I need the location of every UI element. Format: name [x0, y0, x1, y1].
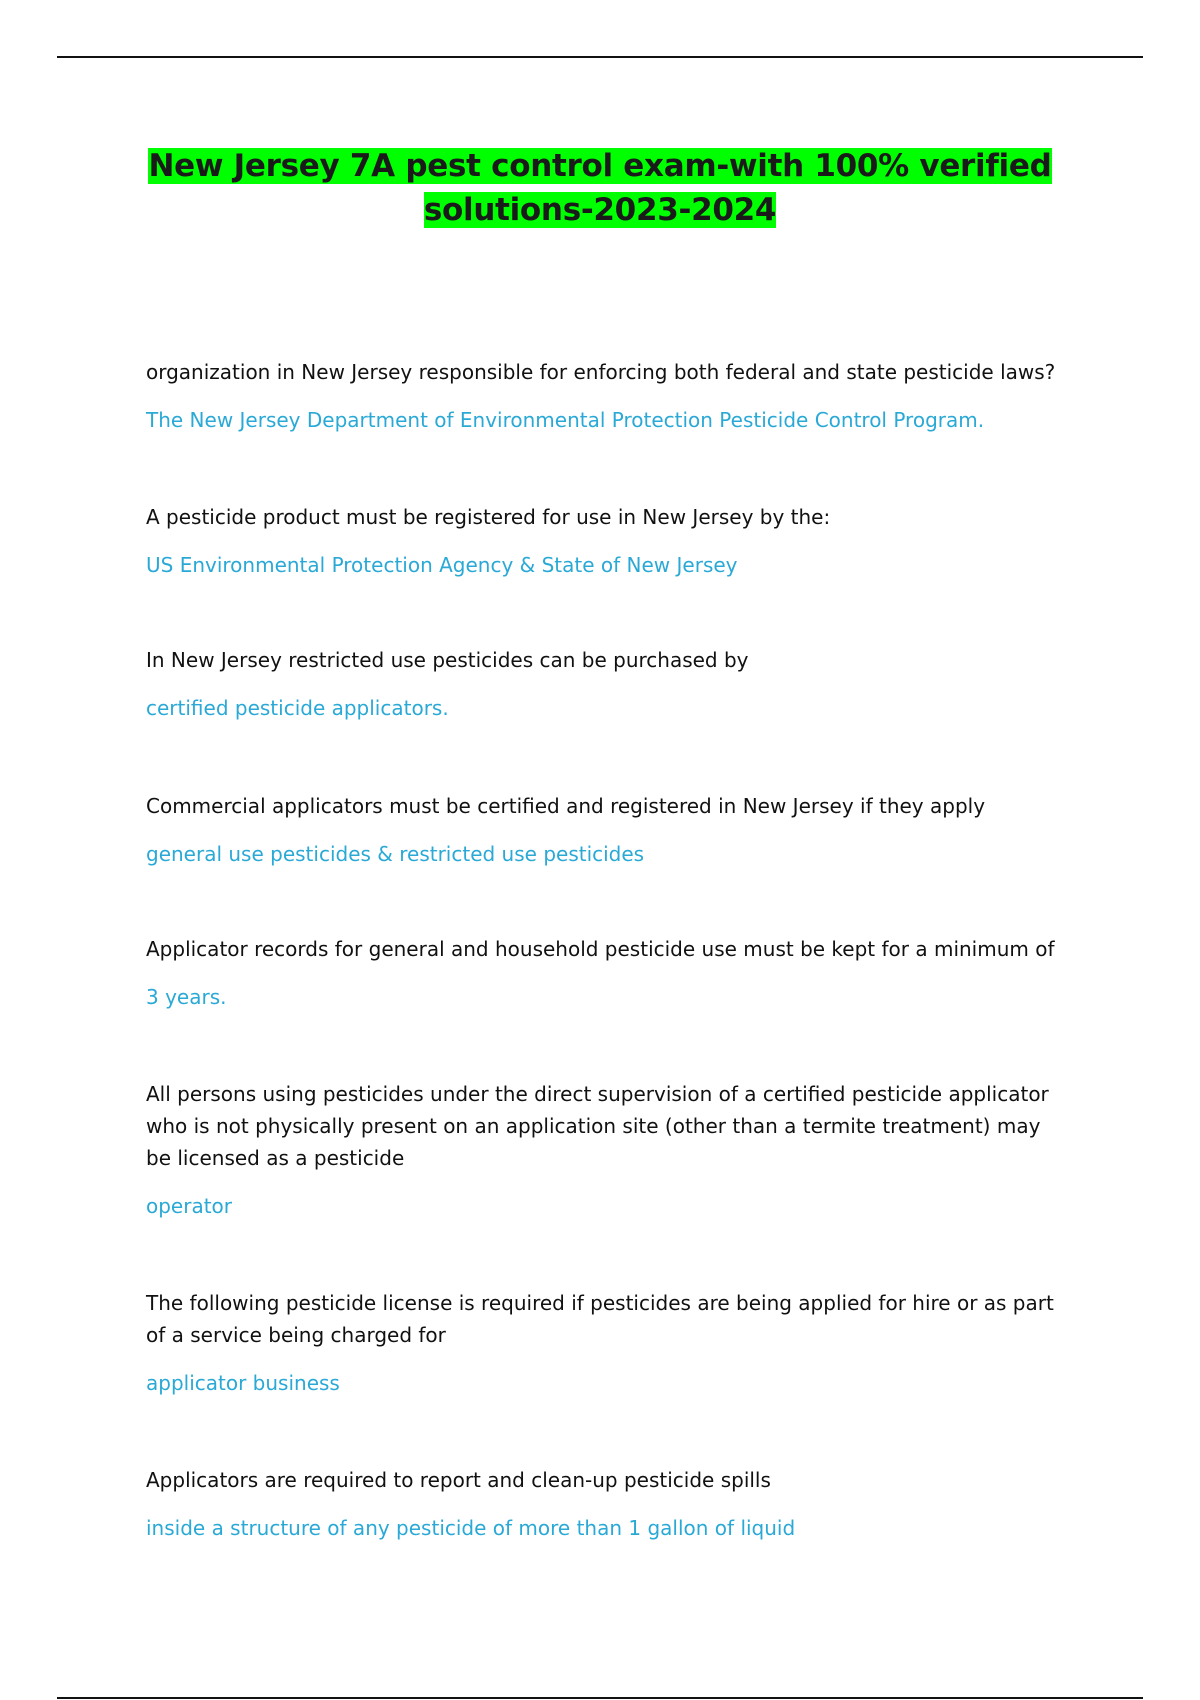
answer-text: The New Jersey Department of Environmental Protection Pesticide Control Program. [146, 408, 985, 432]
answer-text: certified pesticide applicators. [146, 696, 449, 720]
question-text: Commercial applicators must be certified and registered in New Jersey if they apply [146, 794, 986, 818]
top-rule [57, 56, 1143, 58]
question-text: Applicator records for general and household pesticide use must be kept for a minimum of [146, 937, 1055, 961]
qa-item [146, 1078, 1066, 1222]
qa-item [146, 790, 1066, 870]
qa-item [146, 1287, 1066, 1399]
question-text: In New Jersey restricted use pesticides can be purchased by [146, 648, 749, 672]
answer-text: inside a structure of any pesticide of more than 1 gallon of liquid [146, 1516, 796, 1540]
qa-item [146, 933, 1066, 1013]
qa-item [146, 1464, 1066, 1544]
question-text: Applicators are required to report and clean-up pesticide spills [146, 1468, 771, 1492]
question-text: organization in New Jersey responsible for enforcing both federal and state pesticide laws? [146, 360, 1056, 384]
qa-item [146, 501, 1066, 581]
title-line-1: New Jersey 7A pest control exam-with 100% verified [148, 148, 1052, 184]
qa-item [146, 356, 1066, 436]
title-line-2: solutions-2023-2024 [423, 192, 777, 228]
bottom-rule [57, 1697, 1143, 1699]
question-text: All persons using pesticides under the direct supervision of a certified pesticide applicator who is not physically present on an application site (other than a termite treatment) may be licensed as a pesticide [146, 1082, 1049, 1170]
answer-text: US Environmental Protection Agency & State of New Jersey [146, 553, 738, 577]
answer-text: applicator business [146, 1371, 340, 1395]
qa-item [146, 644, 1066, 724]
answer-text: operator [146, 1194, 233, 1218]
answer-text: general use pesticides & restricted use pesticides [146, 842, 645, 866]
question-text: The following pesticide license is required if pesticides are being applied for hire or as part of a service being charged for [146, 1291, 1054, 1347]
answer-text: 3 years. [146, 985, 227, 1009]
question-text: A pesticide product must be registered for use in New Jersey by the: [146, 505, 831, 529]
document-title [120, 144, 1080, 232]
